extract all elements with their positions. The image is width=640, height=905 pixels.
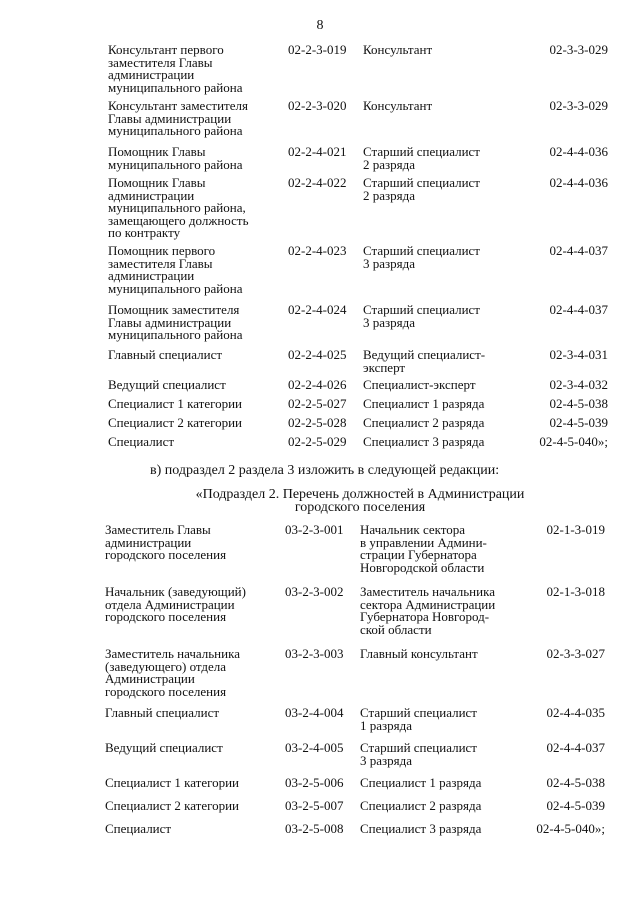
equivalent-code: 02-3-3-029 (549, 42, 608, 57)
position-code: 03-2-3-002 (285, 584, 344, 599)
position-code: 02-2-3-019 (288, 42, 347, 57)
equivalent-post: Старший специалист 3 разряда (363, 243, 480, 271)
equivalent-code: 02-4-5-039 (549, 415, 608, 430)
position-name: Помощник Главы муниципального района (108, 144, 243, 172)
position-name: Специалист 2 категории (108, 415, 243, 430)
position-name: Специалист 1 категории (108, 396, 243, 411)
position-name: Ведущий специалист (105, 740, 223, 755)
table-row (105, 742, 605, 777)
equivalent-post: Специалист-эксперт (363, 377, 476, 392)
positions-table-urban-settlement (105, 524, 605, 846)
table-row (108, 436, 608, 455)
equivalent-post: Специалист 2 разряда (363, 415, 485, 430)
position-name: Специалист (105, 821, 172, 836)
equivalent-code: 02-1-3-018 (546, 584, 605, 599)
position-name: Консультант первого заместителя Главы администрации муниципального района (108, 42, 243, 95)
equivalent-code: 02-4-4-036 (549, 144, 608, 159)
table-row (105, 707, 605, 742)
position-code: 03-2-5-007 (285, 798, 344, 813)
equivalent-code: 02-4-5-039 (546, 798, 605, 813)
equivalent-post: Консультант (363, 42, 433, 57)
position-name: Специалист 1 категории (105, 775, 240, 790)
position-name: Ведущий специалист (108, 377, 226, 392)
table-row (108, 44, 608, 100)
equivalent-code: 02-3-4-032 (549, 377, 608, 392)
position-name: Специалист (108, 434, 175, 449)
table-row (105, 777, 605, 800)
table-row (105, 524, 605, 586)
table-row (108, 304, 608, 349)
equivalent-post: Старший специалист 3 разряда (360, 740, 477, 768)
position-name: Главный специалист (105, 705, 220, 720)
table-row (108, 349, 608, 379)
position-name: Помощник заместителя Главы администрации муниципального района (108, 302, 243, 342)
table-row (105, 648, 605, 707)
equivalent-post: Специалист 3 разряда (360, 821, 482, 836)
position-code: 02-2-4-022 (288, 175, 347, 190)
position-name: Заместитель начальника (заведующего) отдела Администрации городского поселения (105, 646, 240, 699)
position-code: 02-2-5-028 (288, 415, 347, 430)
position-code: 02-2-5-027 (288, 396, 347, 411)
position-code: 02-2-3-020 (288, 98, 347, 113)
table-row (108, 177, 608, 245)
equivalent-post: Главный консультант (360, 646, 478, 661)
equivalent-code: 02-4-4-037 (546, 740, 605, 755)
position-code: 03-2-4-005 (285, 740, 344, 755)
position-code: 02-2-4-025 (288, 347, 347, 362)
equivalent-post: Старший специалист 2 разряда (363, 144, 480, 172)
equivalent-post: Старший специалист 1 разряда (360, 705, 477, 733)
positions-table-municipal-district (108, 44, 608, 455)
table-row (108, 417, 608, 436)
position-name: Консультант заместителя Главы администрации муниципального района (108, 98, 248, 138)
equivalent-post: Начальник сектора в управлении Админи- страции Губернатора Новгородской области (360, 522, 487, 575)
position-code: 03-2-3-001 (285, 522, 344, 537)
position-code: 02-2-5-029 (288, 434, 347, 449)
equivalent-code: 02-3-4-031 (549, 347, 608, 362)
position-name: Помощник первого заместителя Главы администрации муниципального района (108, 243, 243, 296)
equivalent-post: Старший специалист 2 разряда (363, 175, 480, 203)
equivalent-code: 02-4-5-038 (546, 775, 605, 790)
equivalent-code: 02-4-4-037 (549, 243, 608, 258)
equivalent-code: 02-4-5-040»; (539, 434, 608, 449)
table-row (105, 800, 605, 823)
position-code: 03-2-5-008 (285, 821, 344, 836)
position-code: 03-2-5-006 (285, 775, 344, 790)
equivalent-post: Консультант (363, 98, 433, 113)
equivalent-code: 02-4-5-038 (549, 396, 608, 411)
equivalent-post: Старший специалист 3 разряда (363, 302, 480, 330)
equivalent-post: Специалист 2 разряда (360, 798, 482, 813)
equivalent-post: Ведущий специалист- эксперт (363, 347, 486, 375)
table-row (105, 823, 605, 846)
equivalent-code: 02-3-3-027 (546, 646, 605, 661)
equivalent-post: Специалист 1 разряда (360, 775, 482, 790)
position-name: Специалист 2 категории (105, 798, 240, 813)
position-code: 03-2-4-004 (285, 705, 344, 720)
equivalent-post: Заместитель начальника сектора Администрации Губернатора Новгород- ской области (360, 584, 496, 637)
position-name: Помощник Главы администрации муниципального района, замещающего должность по контракту (108, 175, 249, 240)
amendment-instruction: в) подраздел 2 раздела 3 изложить в следующей редакции: (150, 463, 500, 478)
equivalent-code: 02-4-4-037 (549, 302, 608, 317)
equivalent-code: 02-3-3-029 (549, 98, 608, 113)
equivalent-code: 02-4-4-036 (549, 175, 608, 190)
table-row (105, 586, 605, 648)
equivalent-post: Специалист 1 разряда (363, 396, 485, 411)
table-row (108, 245, 608, 304)
position-name: Главный специалист (108, 347, 223, 362)
position-code: 02-2-4-023 (288, 243, 347, 258)
position-code: 03-2-3-003 (285, 646, 344, 661)
position-code: 02-2-4-021 (288, 144, 347, 159)
page-number: 8 (316, 18, 324, 33)
position-name: Заместитель Главы администрации городского поселения (105, 522, 227, 562)
equivalent-code: 02-1-3-019 (546, 522, 605, 537)
subsection-title: «Подраздел 2. Перечень должностей в Администрации городского поселения (195, 487, 525, 515)
position-code: 02-2-4-026 (288, 377, 347, 392)
table-row (108, 146, 608, 177)
position-code: 02-2-4-024 (288, 302, 347, 317)
equivalent-code: 02-4-5-040»; (536, 821, 605, 836)
equivalent-code: 02-4-4-035 (546, 705, 605, 720)
equivalent-post: Специалист 3 разряда (363, 434, 485, 449)
table-row (108, 100, 608, 146)
position-name: Начальник (заведующий) отдела Администрации городского поселения (105, 584, 246, 624)
